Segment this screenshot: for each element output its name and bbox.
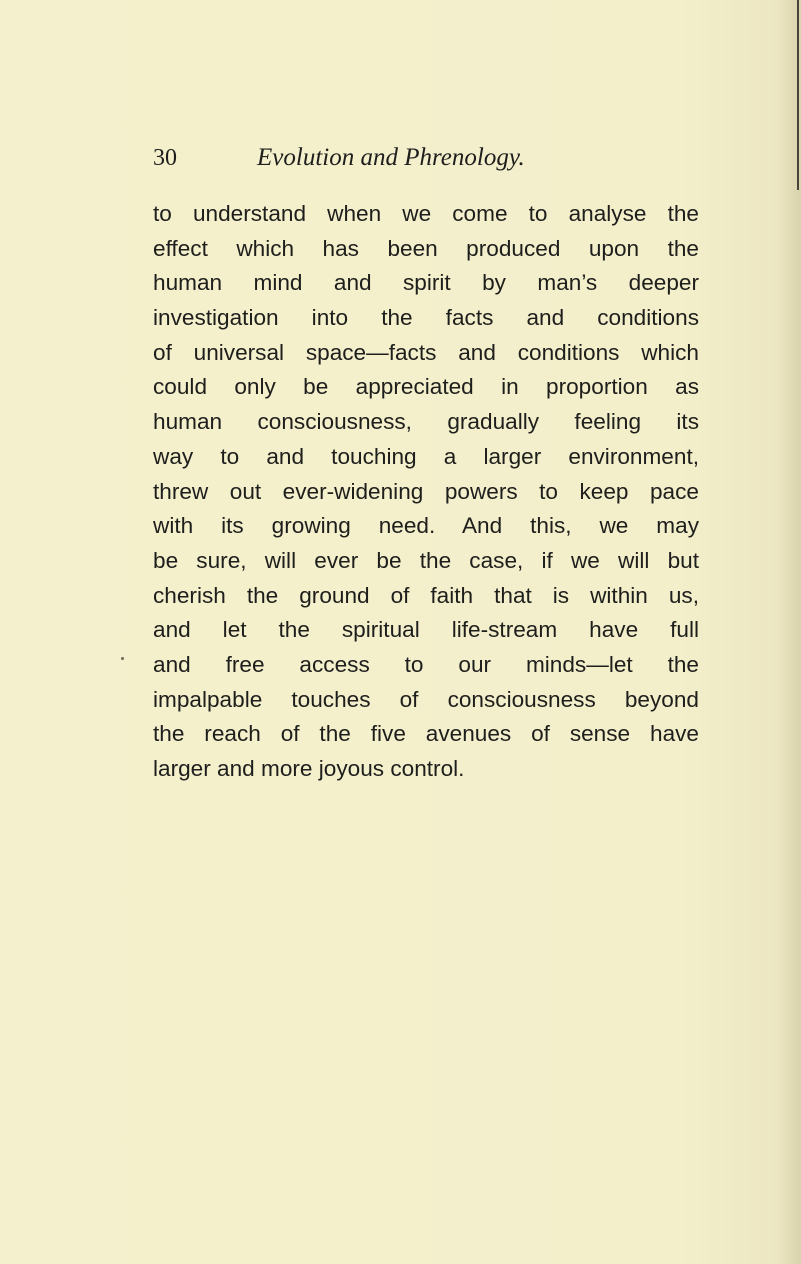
text-line: of universal space—facts and conditions which — [153, 339, 699, 365]
page-number: 30 — [153, 145, 177, 171]
page-edge-line — [797, 0, 799, 190]
text-line: be sure, will ever be the case, if we will but — [153, 547, 699, 573]
text-line: human mind and spirit by man’s deeper — [153, 270, 699, 296]
body-paragraph — [153, 197, 699, 787]
text-line: threw out ever-widening powers to keep pace — [153, 478, 699, 504]
text-line: investigation into the facts and conditions — [153, 305, 699, 331]
text-line: the reach of the five avenues of sense have — [153, 721, 699, 747]
text-line: impalpable touches of consciousness beyond — [153, 686, 699, 712]
margin-speck — [121, 657, 124, 660]
text-line: cherish the ground of faith that is within us, — [153, 582, 699, 608]
text-line: way to and touching a larger environment, — [153, 443, 699, 469]
text-line: with its growing need. And this, we may — [153, 513, 699, 539]
text-line: could only be appreciated in proportion as — [153, 374, 699, 400]
text-line-last: larger and more joyous control. — [153, 756, 465, 781]
text-line: to understand when we come to analyse the — [153, 201, 699, 226]
text-line: and let the spiritual life-stream have full — [153, 617, 699, 643]
page-header — [153, 143, 713, 179]
text-line: and free access to our minds—let the — [153, 651, 699, 677]
running-title: Evolution and Phrenology. — [257, 144, 525, 171]
text-line: effect which has been produced upon the — [153, 235, 699, 261]
text-line: human consciousness, gradually feeling its — [153, 409, 699, 435]
